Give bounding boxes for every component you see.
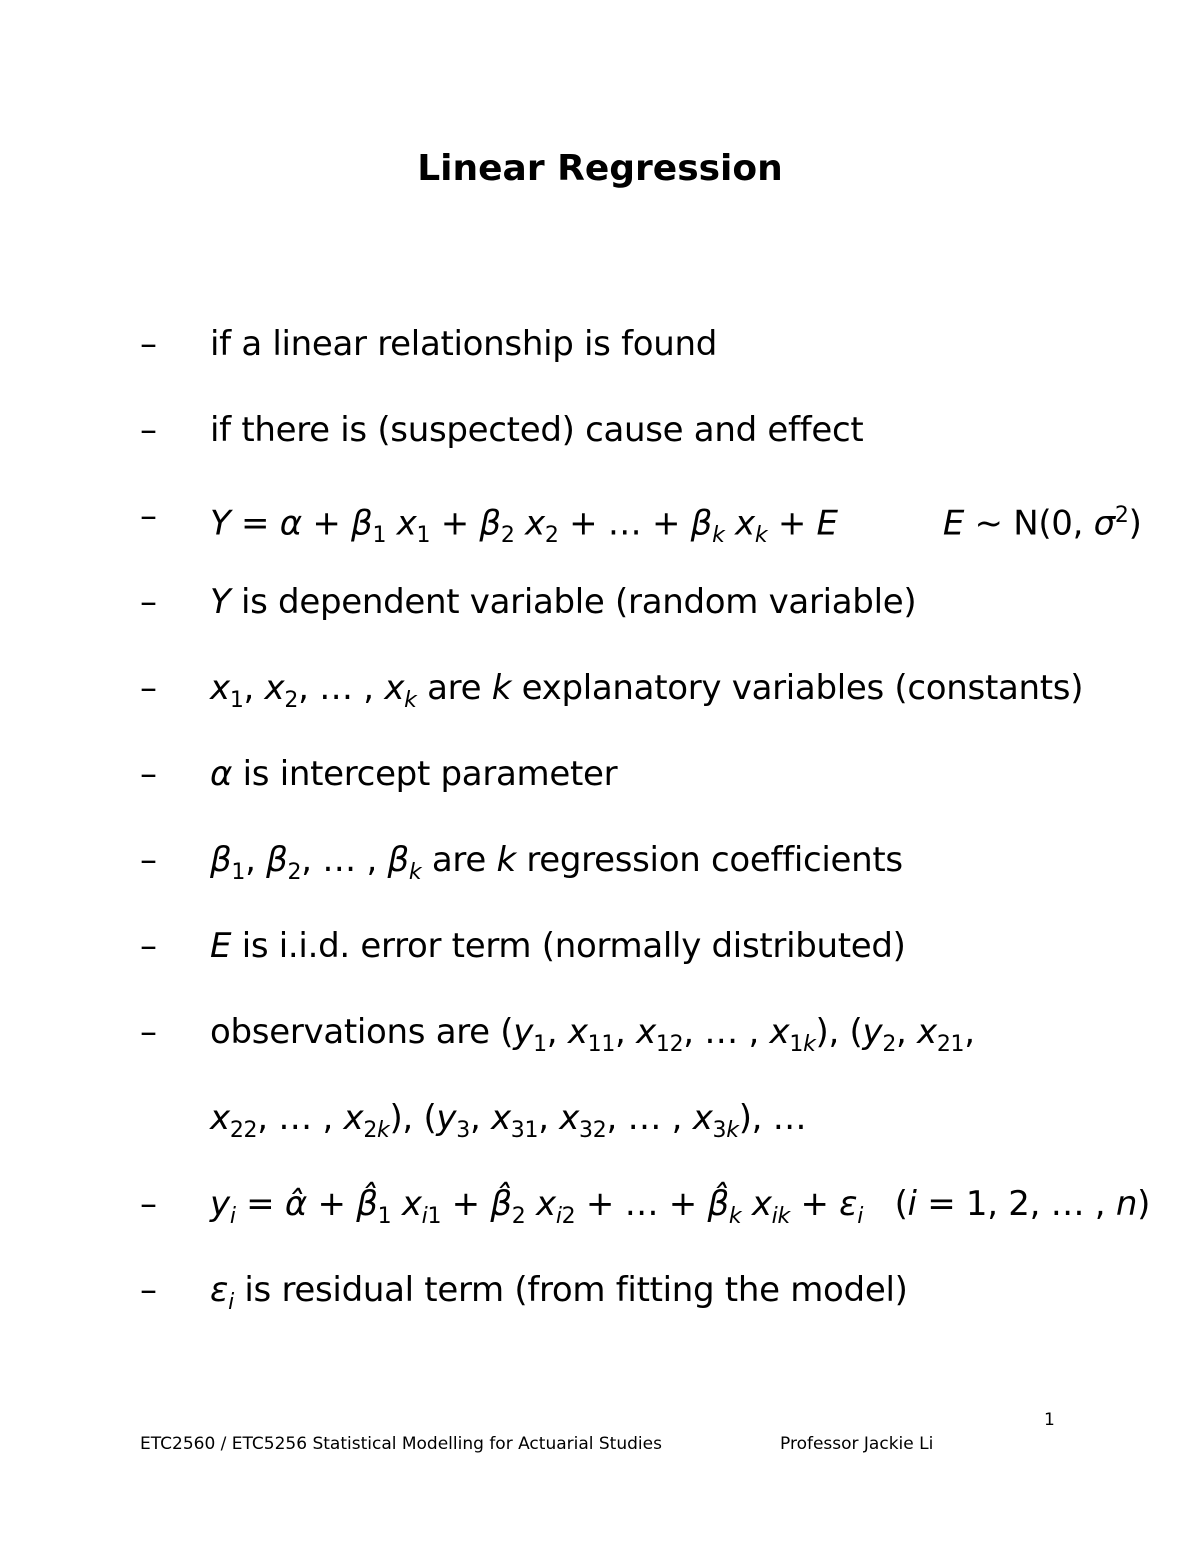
text-segment: Y xyxy=(210,503,231,544)
text-segment: k xyxy=(377,1117,390,1143)
bullet-text xyxy=(210,1268,908,1325)
text-segment: are xyxy=(421,840,497,880)
text-segment: 1 xyxy=(372,523,387,549)
text-segment: x xyxy=(692,1098,713,1138)
text-segment: ), ( xyxy=(815,1012,863,1052)
text-segment: i xyxy=(555,1203,562,1229)
bullet-item xyxy=(0,838,1200,898)
text-segment: y xyxy=(210,1184,230,1224)
text-segment: explanatory variables (constants) xyxy=(511,668,1084,708)
bullet-text xyxy=(210,752,617,796)
text-segment: , xyxy=(243,668,265,708)
bullet-dash: – xyxy=(140,1270,157,1310)
text-segment: + xyxy=(767,503,817,544)
text-segment xyxy=(526,1184,537,1224)
text-segment: β̂ xyxy=(707,1184,729,1224)
text-segment: k xyxy=(408,859,422,885)
text-segment: Y xyxy=(210,582,231,622)
bullet-item xyxy=(0,1010,1200,1070)
text-segment: , xyxy=(964,1012,975,1052)
text-segment: , … , xyxy=(257,1098,344,1138)
text-segment: 2 xyxy=(287,859,302,885)
text-segment: + xyxy=(441,1184,491,1224)
text-segment: β̂ xyxy=(356,1184,378,1224)
text-segment: k xyxy=(491,668,512,708)
text-segment: x xyxy=(636,1012,656,1052)
text-segment: x xyxy=(210,668,230,708)
text-segment: 12 xyxy=(655,1031,684,1057)
text-segment: 1 xyxy=(427,1203,442,1229)
text-segment: k xyxy=(496,840,516,880)
text-segment: β xyxy=(210,840,232,880)
bullet-text xyxy=(210,1096,806,1153)
text-segment: α xyxy=(210,754,233,794)
text-segment: y xyxy=(513,1012,534,1052)
text-segment: ), ( xyxy=(389,1098,437,1138)
text-segment: E xyxy=(942,503,964,544)
text-segment: α xyxy=(279,503,302,544)
text-segment: , … , xyxy=(298,668,385,708)
text-segment: if there is (suspected) cause and effect xyxy=(210,410,864,450)
bullet-item xyxy=(0,752,1200,812)
text-segment: 2 xyxy=(284,687,299,713)
text-segment: k xyxy=(712,523,725,549)
text-segment: 2 xyxy=(511,1203,526,1229)
bullet-item xyxy=(0,924,1200,984)
text-segment: + xyxy=(430,503,480,544)
text-segment: 11 xyxy=(587,1031,616,1057)
text-segment: 1 xyxy=(231,859,246,885)
text-segment: 3 xyxy=(712,1117,727,1143)
text-segment: x xyxy=(490,1098,511,1138)
text-segment: ) xyxy=(1128,503,1142,544)
text-segment: is i.i.d. error term (normally distributed) xyxy=(231,926,906,966)
text-segment xyxy=(515,503,526,543)
text-segment: x xyxy=(525,503,545,544)
text-segment: is intercept parameter xyxy=(232,754,618,794)
text-segment: x xyxy=(917,1012,937,1052)
text-segment: , xyxy=(615,1012,637,1052)
bullet-dash: – xyxy=(140,1012,157,1052)
text-segment: 1 xyxy=(416,523,431,549)
text-segment: if a linear relationship is found xyxy=(210,324,718,364)
text-segment: = xyxy=(235,1184,285,1224)
bullet-dash: – xyxy=(140,668,157,708)
text-segment: k xyxy=(728,1203,742,1229)
text-segment: 32 xyxy=(579,1117,607,1143)
text-segment: x xyxy=(210,1098,230,1138)
text-segment: x xyxy=(769,1012,790,1052)
text-segment: 2 xyxy=(882,1031,897,1057)
text-segment: x xyxy=(751,1184,772,1224)
text-segment: x xyxy=(396,503,417,544)
bullet-dash: – xyxy=(140,926,157,966)
bullet-dash: – xyxy=(140,496,157,536)
bullet-dash: – xyxy=(140,410,157,450)
text-segment: = 1, 2, … , xyxy=(916,1184,1116,1224)
bullet-item xyxy=(0,322,1200,382)
bullet-item xyxy=(0,1268,1200,1328)
text-segment: 21 xyxy=(936,1031,965,1057)
text-segment: , xyxy=(538,1098,560,1138)
text-segment: = xyxy=(230,503,280,544)
text-segment xyxy=(391,1184,402,1224)
text-segment: β xyxy=(387,840,409,880)
bullet-dash: – xyxy=(140,582,157,622)
bullet-text xyxy=(210,494,1142,558)
text-segment: observations are ( xyxy=(210,1012,514,1052)
text-segment: β xyxy=(690,503,713,544)
text-segment: ε xyxy=(210,1270,229,1310)
text-segment: , … , xyxy=(606,1098,693,1138)
text-segment: 2 xyxy=(561,1203,576,1229)
text-segment: β xyxy=(351,503,373,544)
text-segment: , xyxy=(469,1098,491,1138)
text-segment: ) xyxy=(1137,1184,1151,1224)
page-title: Linear Regression xyxy=(417,148,783,189)
bullet-item xyxy=(0,1182,1200,1242)
text-segment: 2 xyxy=(1114,503,1129,528)
text-segment xyxy=(386,503,397,543)
bullet-text xyxy=(210,408,863,452)
text-segment: ), … xyxy=(738,1098,807,1138)
page-number: 1 xyxy=(1044,1410,1055,1430)
text-segment: regression coefficients xyxy=(515,840,903,880)
text-segment: k xyxy=(404,687,417,713)
text-segment: are xyxy=(416,668,492,708)
text-segment xyxy=(838,503,943,543)
text-segment: 2 xyxy=(500,523,515,549)
text-segment: , … , xyxy=(683,1012,770,1052)
text-segment: σ xyxy=(1093,503,1115,544)
text-segment: + xyxy=(789,1184,840,1224)
author-footer: Professor Jackie Li xyxy=(780,1434,934,1454)
text-segment: ( xyxy=(863,1184,908,1224)
text-segment: x xyxy=(384,668,405,708)
text-segment: E xyxy=(210,926,232,966)
text-segment: 22 xyxy=(229,1117,258,1143)
text-segment: x xyxy=(559,1098,580,1138)
text-segment: n xyxy=(1115,1184,1138,1224)
text-segment: + xyxy=(301,503,352,544)
text-segment: x xyxy=(567,1012,588,1052)
text-segment: is dependent variable (random variable) xyxy=(230,582,917,622)
text-segment: 3 xyxy=(456,1117,470,1143)
bullet-continuation xyxy=(0,1096,1200,1156)
bullet-text xyxy=(210,322,717,366)
text-segment: , xyxy=(546,1012,568,1052)
text-segment: k xyxy=(726,1117,739,1143)
course-footer: ETC2560 / ETC5256 Statistical Modelling for Actuarial Studies xyxy=(140,1434,662,1454)
text-segment: ε xyxy=(839,1184,858,1224)
text-segment: ik xyxy=(771,1203,790,1229)
text-segment: i xyxy=(228,1289,234,1315)
text-segment: , xyxy=(896,1012,918,1052)
text-segment: + … + xyxy=(575,1184,708,1224)
bullet-dash: – xyxy=(140,840,157,880)
text-segment: 1 xyxy=(533,1031,547,1057)
text-segment: i xyxy=(857,1203,864,1229)
text-segment: 31 xyxy=(510,1117,539,1143)
text-segment: α̂ xyxy=(284,1184,307,1224)
bullet-text xyxy=(210,1010,975,1067)
bullet-dash: – xyxy=(140,324,157,364)
text-segment: y xyxy=(436,1098,457,1138)
text-segment: x xyxy=(536,1184,556,1224)
text-segment: k xyxy=(754,523,768,549)
bullet-text xyxy=(210,924,906,968)
text-segment: i xyxy=(229,1203,236,1229)
text-segment: is residual term (from fitting the model) xyxy=(233,1270,908,1310)
text-segment xyxy=(741,1184,752,1224)
bullet-text xyxy=(210,838,903,895)
bullet-text xyxy=(210,666,1083,723)
text-segment: ~ N(0, xyxy=(964,503,1094,544)
text-segment: x xyxy=(735,503,755,544)
text-segment: i xyxy=(421,1203,428,1229)
bullet-dash: – xyxy=(140,754,157,794)
text-segment: 1 xyxy=(377,1203,392,1229)
text-segment: 1 xyxy=(789,1031,804,1057)
text-segment: E xyxy=(816,503,838,544)
text-segment: β̂ xyxy=(490,1184,512,1224)
text-segment: , xyxy=(245,840,267,880)
text-segment: β xyxy=(479,503,501,544)
text-segment: y xyxy=(862,1012,883,1052)
text-segment xyxy=(725,503,736,543)
text-segment: x xyxy=(264,668,285,708)
bullet-dash: – xyxy=(140,1184,157,1224)
bullet-item xyxy=(0,494,1200,554)
text-segment: 2 xyxy=(363,1117,378,1143)
text-segment: , … , xyxy=(301,840,388,880)
bullet-text xyxy=(210,580,916,624)
text-segment: i xyxy=(907,1184,917,1224)
text-segment: 2 xyxy=(544,523,559,549)
text-segment: x xyxy=(343,1098,364,1138)
bullet-text xyxy=(210,1182,1150,1239)
text-segment: + … + xyxy=(558,503,691,544)
bullet-item xyxy=(0,580,1200,640)
text-segment: k xyxy=(803,1031,816,1057)
text-segment: x xyxy=(401,1184,422,1224)
bullet-item xyxy=(0,408,1200,468)
text-segment: β xyxy=(266,840,288,880)
text-segment: + xyxy=(306,1184,357,1224)
bullet-item xyxy=(0,666,1200,726)
text-segment: 1 xyxy=(229,687,244,713)
